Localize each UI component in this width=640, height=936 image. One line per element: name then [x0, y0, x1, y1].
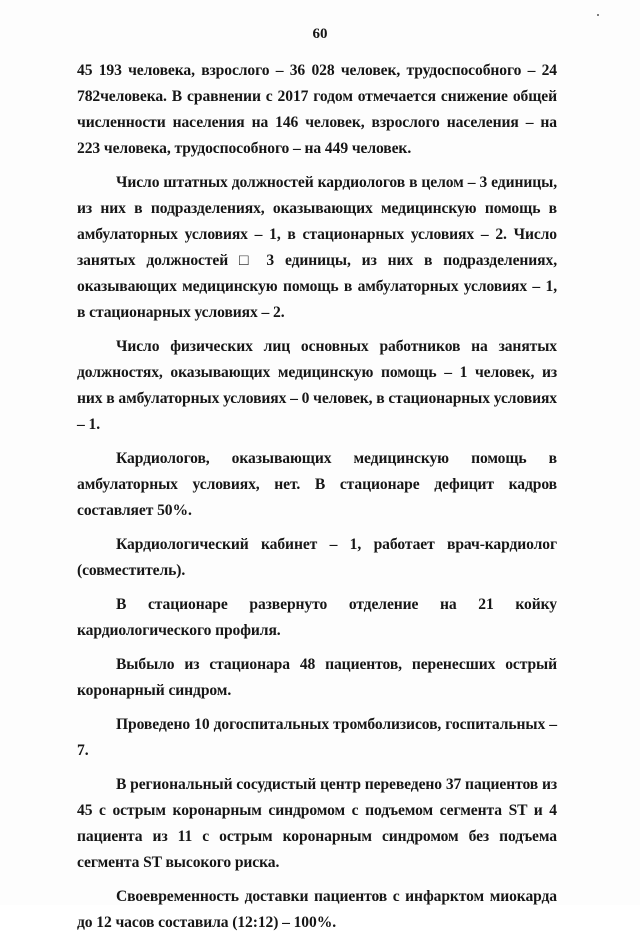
paragraph-cardiology-office: Кардиологический кабинет – 1, работает врач-кардиолог (совместитель). [77, 536, 557, 579]
scan-speck [597, 14, 599, 16]
document-body [77, 58, 557, 936]
paragraph-timely-delivery: Своевременность доставки пациентов с инфарктом миокарда до 12 часов составила (12:12) – 100%. [77, 888, 557, 931]
page-number: 60 [312, 26, 328, 42]
paragraph-staff-positions: Число штатных должностей кардиологов в целом – 3 единицы, из них в подразделениях, оказывающих медицинскую помощь в амбулаторных условиях – 1, в стационарных условиях – 2. Число занятых должностей □ 3 единицы, из них в подразделениях, оказывающих медицинскую помощь в амбулаторных условиях – 1, в стационарных условиях – 2. [77, 174, 557, 321]
paragraph-vascular-center: В региональный сосудистый центр переведено 37 пациентов из 45 с острым коронарным синдромом с подъемом сегмента ST и 4 пациента из 11 с острым коронарным синдромом без подъема сегмента ST высокого риска. [77, 776, 557, 871]
paragraph-population: 45 193 человека, взрослого – 36 028 человек, трудоспособного – 24 782человека. В сравнении с 2017 годом отмечается снижение общей численности населения на 146 человек, взрослого населения – на 223 человека, трудоспособного – на 449 человек. [77, 62, 557, 157]
paragraph-outpatient-cardiologists: Кардиологов, оказывающих медицинскую помощь в амбулаторных условиях, нет. В стационаре дефицит кадров составляет 50%. [77, 450, 557, 519]
paragraph-discharged-patients: Выбыло из стационара 48 пациентов, перенесших острый коронарный синдром. [77, 656, 557, 699]
paragraph-physical-persons: Число физических лиц основных работников на занятых должностях, оказывающих медицинскую помощь – 1 человек, из них в амбулаторных условиях – 0 человек, в стационарных условиях – 1. [77, 338, 557, 433]
paragraph-cardiology-department: В стационаре развернуто отделение на 21 койку кардиологического профиля. [77, 596, 557, 639]
paragraph-thrombolysis: Проведено 10 догоспитальных тромболизисов, госпитальных – 7. [77, 716, 557, 759]
